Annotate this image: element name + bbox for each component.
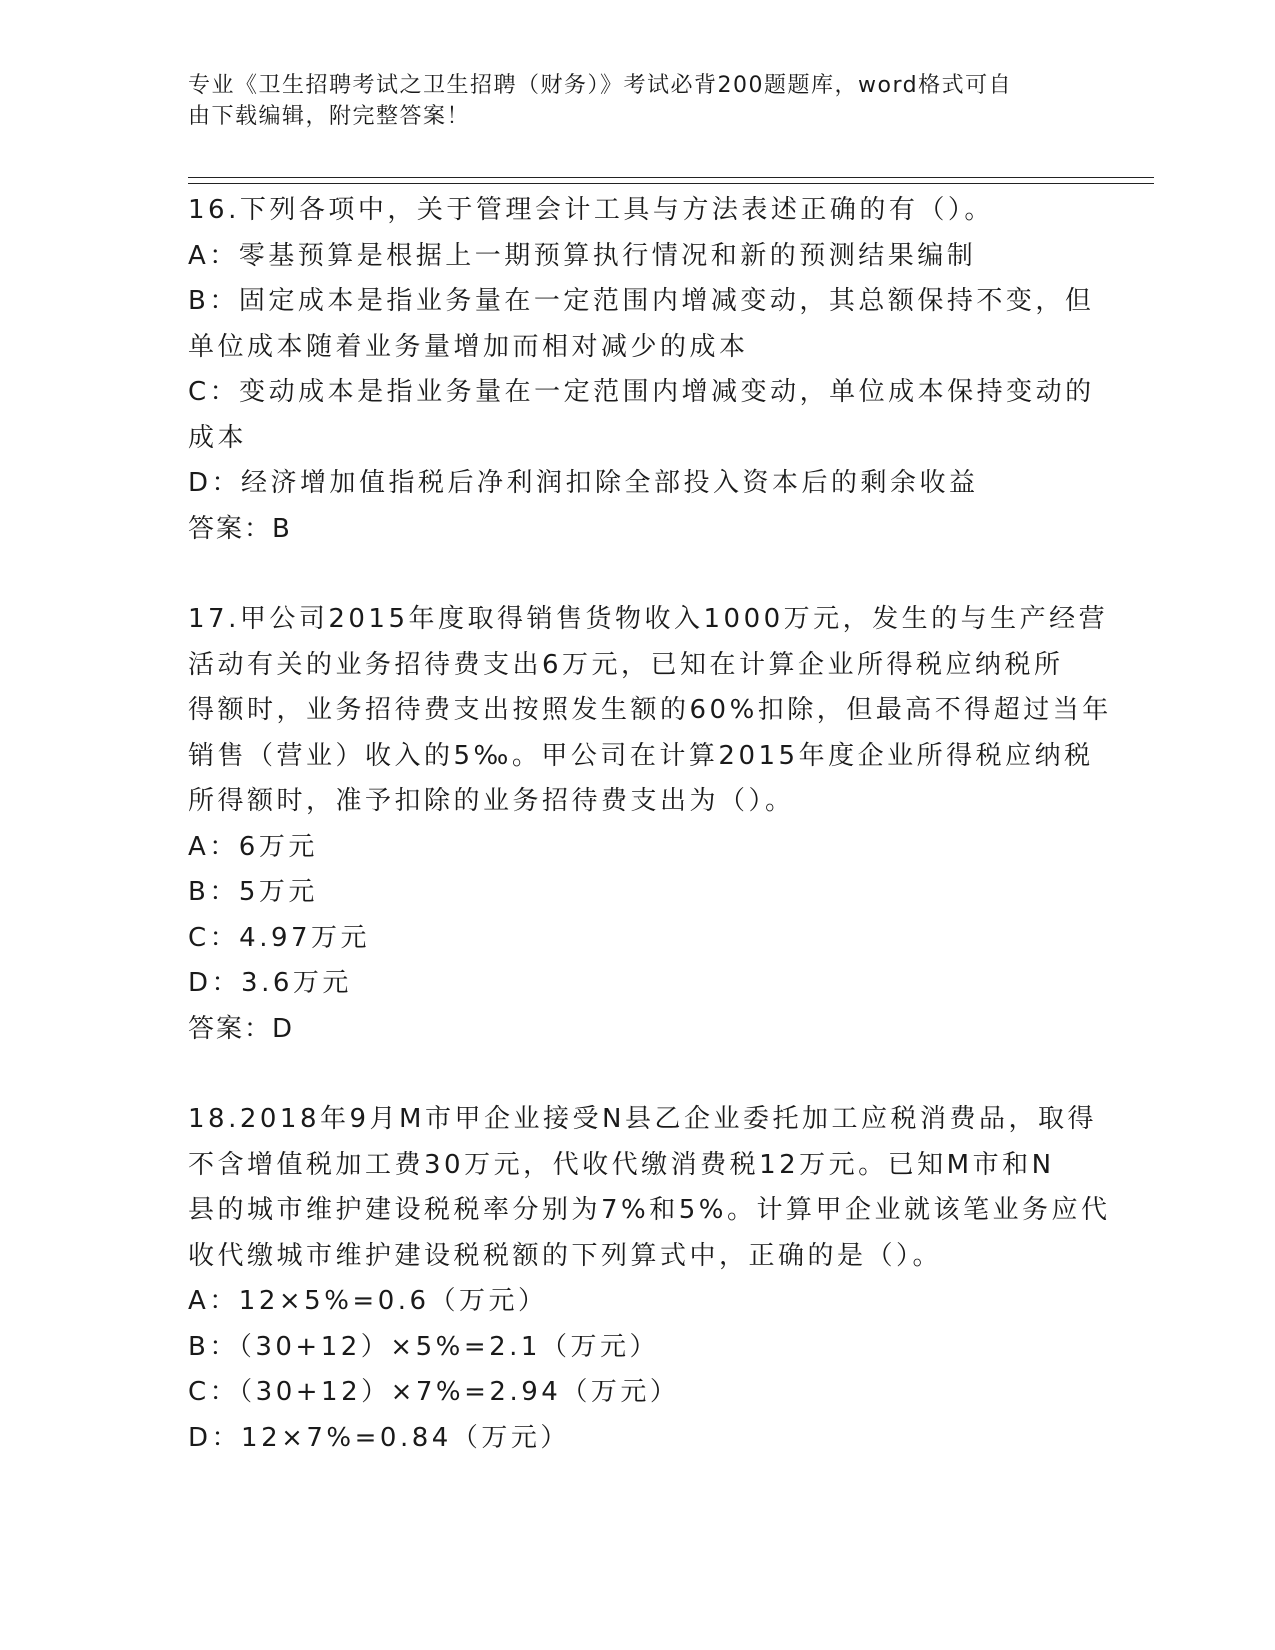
header-line-1: 专业《卫生招聘考试之卫生招聘（财务）》考试必背200题题库，word格式可自 [188, 73, 1013, 98]
option-b: B：固定成本是指业务量在一定范围内增减变动，其总额保持不变，但 [188, 286, 1095, 316]
option-c-continued: 成本 [188, 422, 248, 453]
question-stem-continued: 活动有关的业务招待费支出6万元，已知在计算企业所得税应纳税所 [188, 649, 1064, 680]
option-c: C：变动成本是指业务量在一定范围内增减变动，单位成本保持变动的 [188, 377, 1095, 407]
question-stem-continued: 得额时，业务招待费支出按照发生额的60%扣除，但最高不得超过当年 [188, 695, 1112, 725]
option-b: B：5万元 [188, 877, 318, 907]
question-stem-continued: 不含增值税加工费30万元，代收代缴消费税12万元。已知M市和N [188, 1149, 1055, 1180]
question-17 [188, 597, 1112, 1052]
header-divider-top [188, 177, 1154, 178]
question-18 [188, 1097, 1111, 1461]
option-c: C：4.97万元 [188, 922, 371, 953]
header-line-2: 由下载编辑，附完整答案！ [188, 104, 471, 129]
option-c: C：（30+12）×7%=2.94（万元） [188, 1377, 680, 1407]
option-a: A：12×5%=0.6（万元） [188, 1286, 548, 1316]
option-d: D：经济增加值指税后净利润扣除全部投入资本后的剩余收益 [188, 468, 979, 498]
option-a: A：6万元 [188, 831, 318, 862]
answer-label: 答案：D [188, 1013, 295, 1044]
question-stem-continued: 销售（营业）收入的5‰。甲公司在计算2015年度企业所得税应纳税 [188, 740, 1094, 771]
question-stem: 17.甲公司2015年度取得销售货物收入1000万元，发生的与生产经营 [188, 604, 1109, 634]
option-a: A：零基预算是根据上一期预算执行情况和新的预测结果编制 [188, 240, 977, 271]
question-list [188, 188, 1112, 1461]
question-stem-continued: 所得额时，准予扣除的业务招待费支出为（）。 [188, 786, 795, 816]
option-b: B：（30+12）×5%=2.1（万元） [188, 1331, 659, 1362]
question-16 [188, 188, 1095, 552]
question-stem-continued: 收代缴城市维护建设税税额的下列算式中，正确的是（）。 [188, 1240, 943, 1271]
option-b-continued: 单位成本随着业务量增加而相对减少的成本 [188, 331, 749, 362]
question-stem-continued: 县的城市维护建设税税率分别为7%和5%。计算甲企业就该笔业务应代 [188, 1195, 1111, 1225]
option-d: D：3.6万元 [188, 968, 352, 998]
option-d: D：12×7%=0.84（万元） [188, 1422, 570, 1453]
document-header [188, 70, 1068, 132]
question-stem: 16.下列各项中，关于管理会计工具与方法表述正确的有（）。 [188, 195, 994, 225]
answer-label: 答案：B [188, 513, 292, 544]
header-divider-bottom [188, 183, 1154, 184]
question-stem: 18.2018年9月M市甲企业接受N县乙企业委托加工应税消费品，取得 [188, 1104, 1097, 1134]
